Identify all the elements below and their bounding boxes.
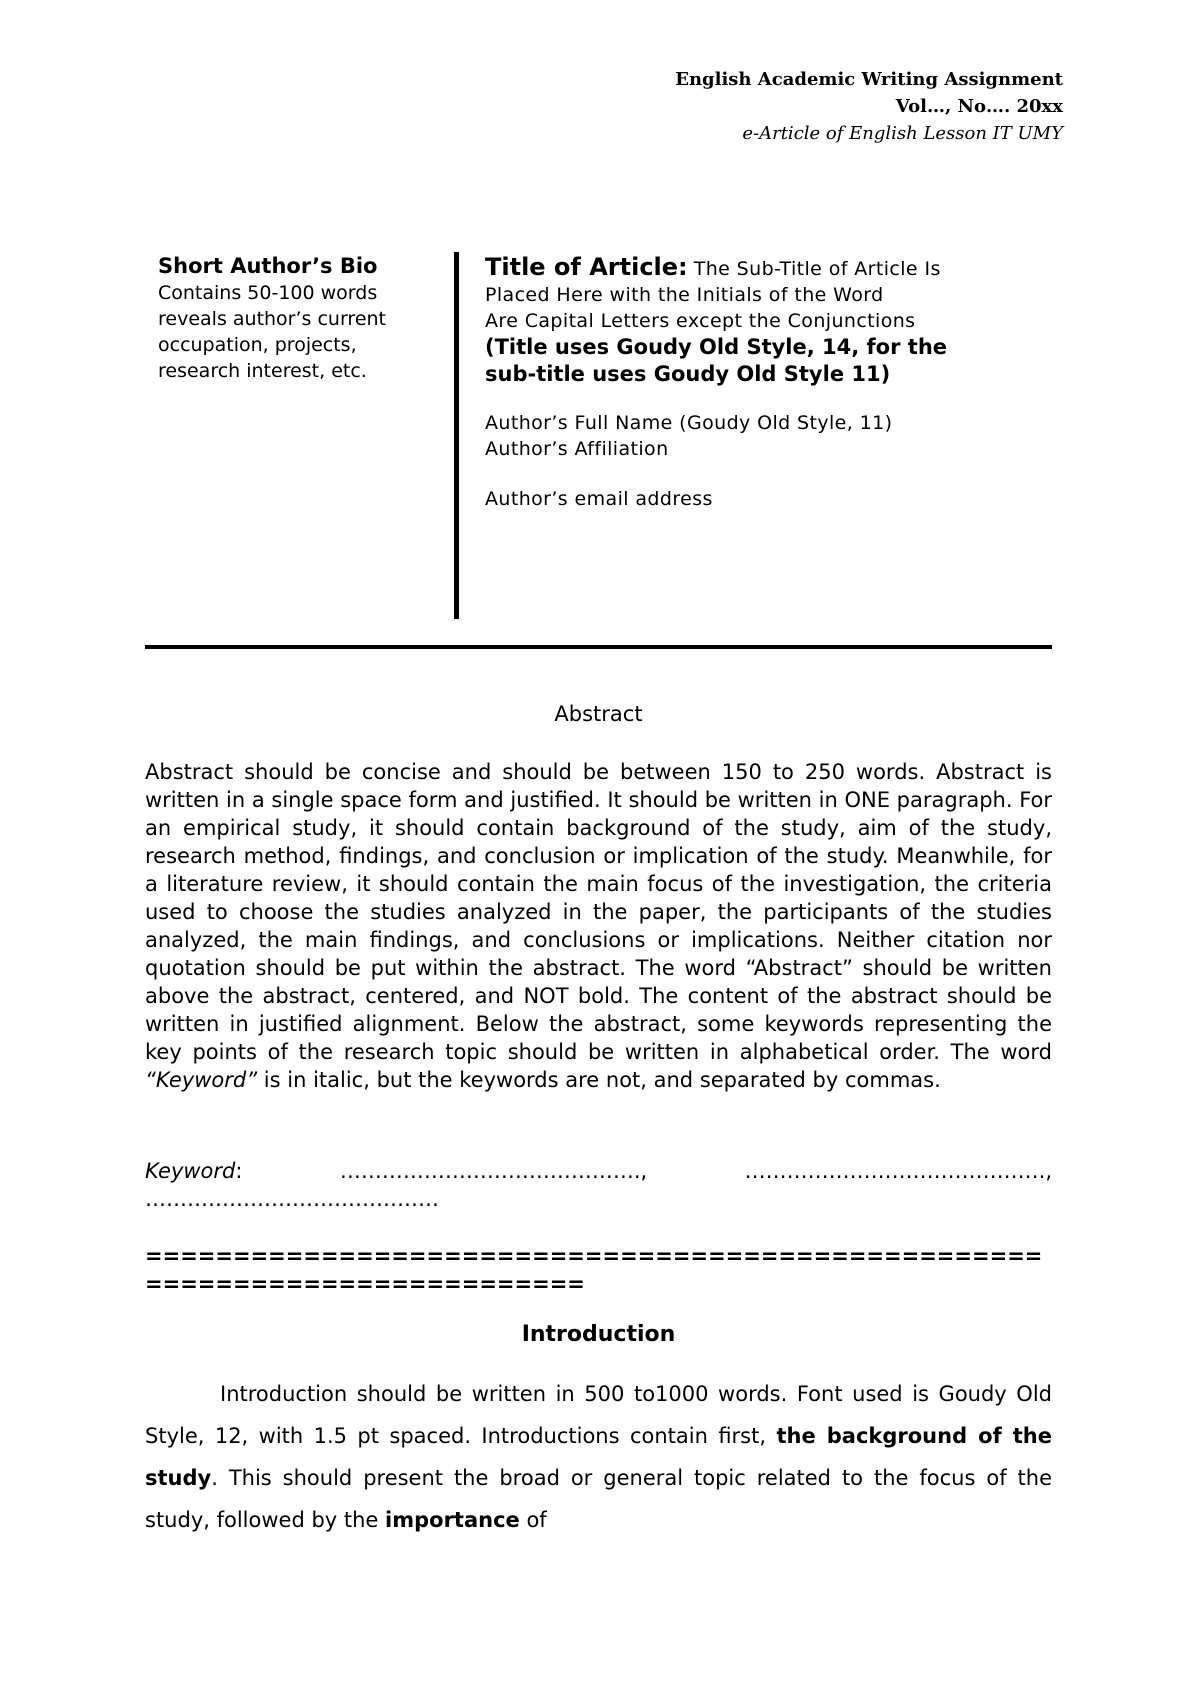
article-title-label: Title of Article: <box>485 253 688 281</box>
bio-line: reveals author’s current <box>158 308 387 330</box>
article-subtitle: Placed Here with the Initials of the Word <box>485 284 884 306</box>
journal-subtitle: e-Article of English Lesson IT UMY <box>742 123 1063 144</box>
author-name: Author’s Full Name (Goudy Old Style, 11) <box>485 412 893 434</box>
introduction-heading: Introduction <box>521 1322 676 1347</box>
abstract-heading: Abstract <box>554 702 643 726</box>
author-bio <box>158 252 458 384</box>
title-font-note: sub-title uses Goudy Old Style 11) <box>485 362 891 386</box>
keyword-blank: ……………………………………., <box>744 1159 1052 1183</box>
article-subtitle: Are Capital Letters except the Conjunctions <box>485 310 916 332</box>
title-font-note: (Title uses Goudy Old Style, 14, for the <box>485 335 948 359</box>
journal-name: English Academic Writing Assignment <box>675 69 1063 90</box>
emphasis: importance <box>385 1508 520 1532</box>
keyword-blank: …………………………………… <box>145 1187 439 1211</box>
bio-line: occupation, projects, <box>158 334 357 356</box>
keyword-word-italic: “Keyword” <box>145 1068 258 1092</box>
keyword-blank: ……………………………………., <box>339 1159 648 1183</box>
bio-line: Contains 50-100 words <box>158 282 378 304</box>
author-email: Author’s email address <box>485 488 713 510</box>
introduction-text: Introduction should be written in 500 to1000 words. Font used is Goudy Old Style, 12, with 1.5 pt spaced. Introductions contain first, the background of the study. This should present the broad or general topic related to the focus of the study, followed by the importance of <box>145 1382 1052 1532</box>
emphasis: the background of the study <box>145 1424 1052 1490</box>
title-block <box>485 254 1065 512</box>
author-affiliation: Author’s Affiliation <box>485 438 669 460</box>
bio-heading: Short Author’s Bio <box>158 254 378 278</box>
section-separator: ============================================================================ <box>145 1244 1043 1296</box>
horizontal-divider <box>145 645 1052 649</box>
keywords: Keyword: ……………………………………., ……………………………………., …………………………………… <box>145 1159 1052 1211</box>
title-line <box>485 254 1065 282</box>
abstract-text: Abstract should be concise and should be between 150 to 250 words. Abstract is written in a single space form and justified. It should be written in ONE paragraph. For an empirical study, it should contain background of the study, aim of the study, research method, findings, and conclusion or implication of the study. Meanwhile, for a literature review, it should contain the main focus of the investigation, the criteria used to choose the studies analyzed in the paper, the participants of the studies analyzed, the main findings, and conclusions or implications. Neither citation nor quotation should be put within the abstract. The word “Abstract” should be written above the abstract, centered, and NOT bold. The content of the abstract should be written in justified alignment. Below the abstract, some keywords representing the key points of the research topic should be written in alphabetical order. The word “Keyword” is in italic, but the keywords are not, and separated by commas. <box>145 760 1052 1092</box>
volume-number: Vol…, No…. 20xx <box>895 96 1063 117</box>
bio-line: research interest, etc. <box>158 360 367 382</box>
article-subtitle: The Sub-Title of Article Is <box>693 258 941 280</box>
vertical-divider <box>454 252 459 619</box>
keyword-label: Keyword <box>145 1159 236 1183</box>
journal-header <box>675 66 1063 147</box>
